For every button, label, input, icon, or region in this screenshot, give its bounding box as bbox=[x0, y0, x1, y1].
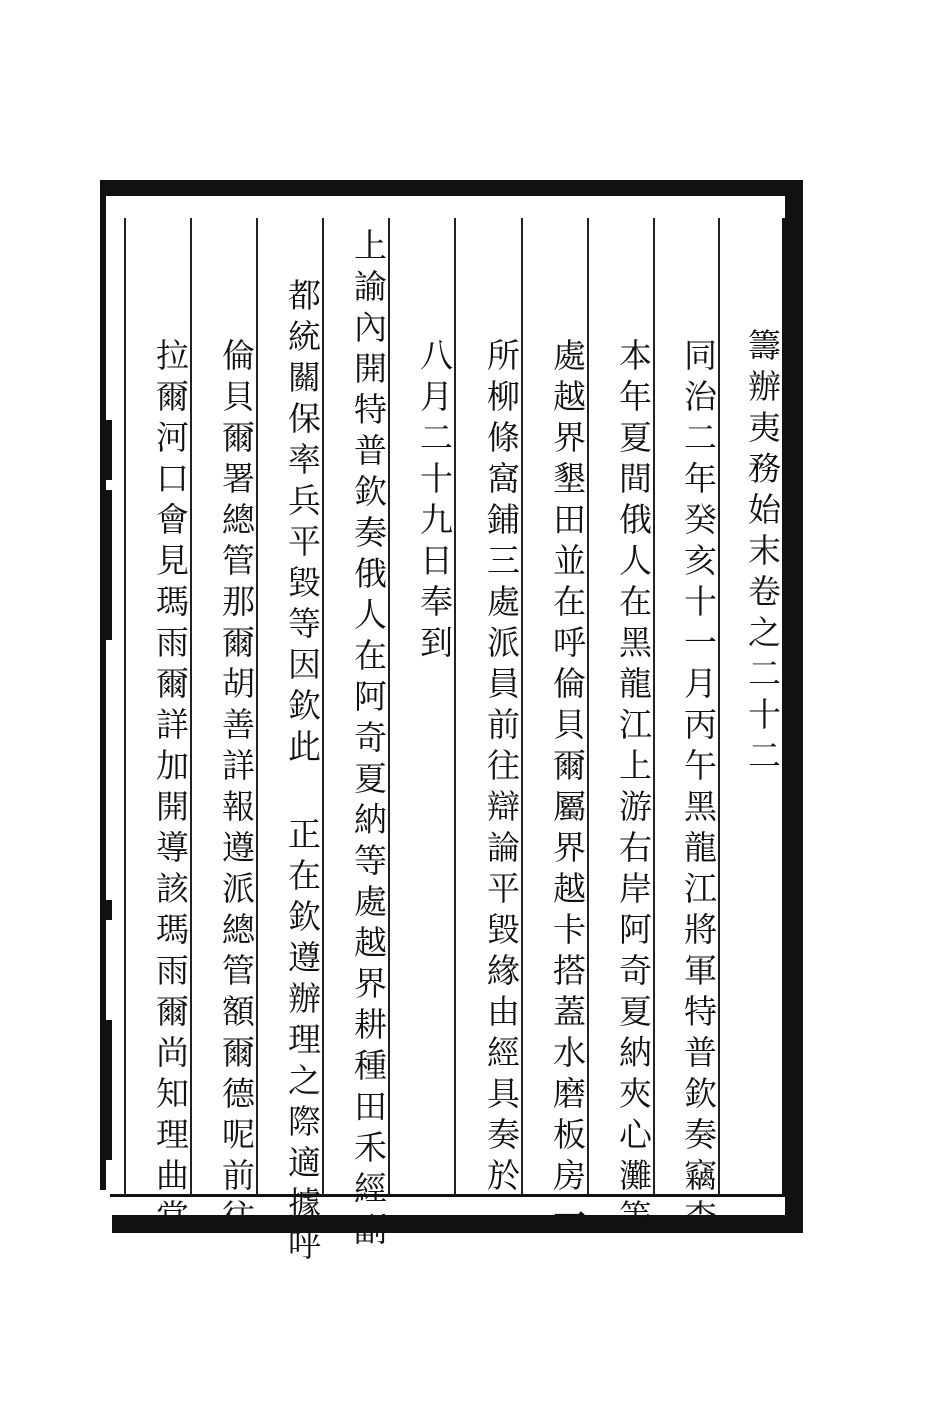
page-title: 籌辦夷務始末卷之二十二 bbox=[743, 328, 782, 779]
text-column-1 bbox=[653, 218, 718, 1240]
text-column-2 bbox=[587, 218, 653, 1240]
border-right bbox=[785, 180, 803, 1233]
text-line-2: 本年夏間俄人在黑龍江上游右岸阿奇夏納夾心灘等 bbox=[614, 338, 653, 1240]
text-column-6 bbox=[322, 218, 388, 1253]
text-line-5: 八月二十九日奉到 bbox=[415, 338, 454, 666]
text-column-4 bbox=[454, 218, 521, 1199]
text-column-7 bbox=[256, 218, 322, 1268]
text-line-6: 上諭內開特普欽奏俄人在阿奇夏納等處越界耕種田禾經副 bbox=[349, 228, 388, 1253]
border-top bbox=[100, 180, 802, 196]
text-line-1: 同治二年癸亥十一月丙午黑龍江將軍特普欽奏竊查 bbox=[679, 338, 718, 1240]
text-page bbox=[110, 218, 785, 1268]
text-column-3 bbox=[521, 218, 587, 1240]
text-column-9 bbox=[124, 218, 190, 1240]
text-line-4: 所柳條窩鋪三處派員前往辯論平毀緣由經具奏於 bbox=[482, 338, 521, 1199]
text-line-7: 都統關保率兵平毀等因欽此 正在欽遵辦理之際適據呼 bbox=[283, 278, 322, 1268]
text-line-3: 處越界墾田並在呼倫貝爾屬界越卡搭蓋水磨板房一 bbox=[548, 338, 587, 1240]
text-column-5 bbox=[388, 218, 454, 1194]
text-line-8: 倫貝爾署總管那爾胡善詳報遵派總管額爾德呢前往 bbox=[217, 338, 256, 1240]
text-column-8 bbox=[190, 218, 256, 1240]
title-column bbox=[718, 218, 782, 1194]
text-line-9: 拉爾河口會見瑪雨爾詳加開導該瑪雨爾尚知理曲當 bbox=[151, 338, 190, 1240]
